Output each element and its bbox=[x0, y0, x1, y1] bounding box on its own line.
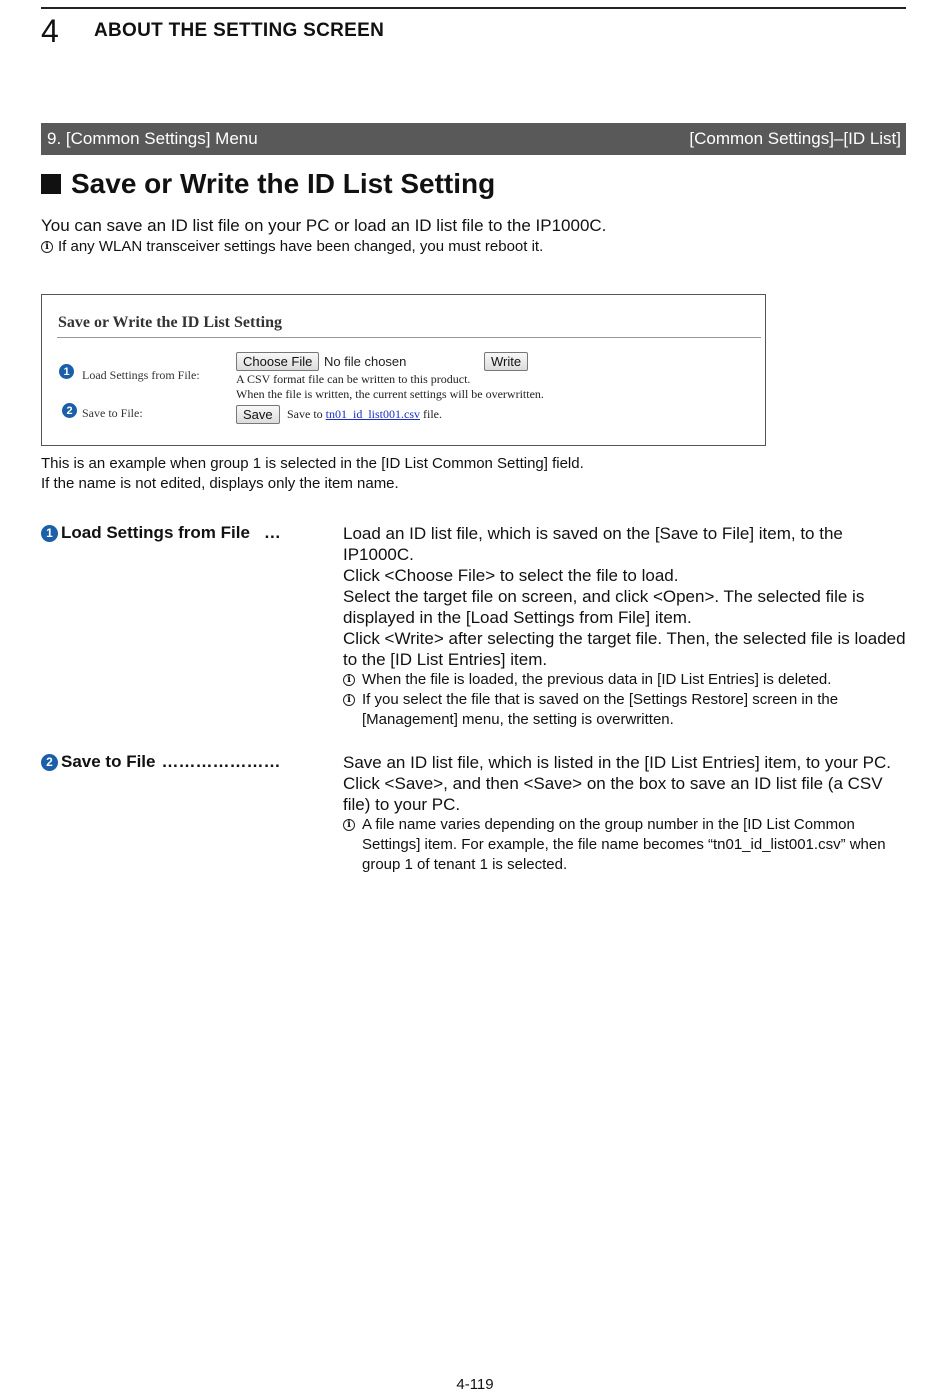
item-1-heading bbox=[41, 523, 281, 543]
caption bbox=[41, 454, 584, 494]
info-icon: i bbox=[343, 674, 355, 686]
item-2-leader: ………………… bbox=[161, 752, 281, 771]
section-title-text: Save or Write the ID List Setting bbox=[71, 168, 496, 199]
item-1-label: Load Settings from File bbox=[61, 523, 250, 542]
settings-screenshot bbox=[41, 294, 766, 446]
caption-line-1: This is an example when group 1 is selected in the [ID List Common Setting] field. bbox=[41, 455, 584, 472]
page-number: 4-119 bbox=[456, 1376, 494, 1393]
item-2-note bbox=[343, 815, 913, 875]
menu-bar-right: [Common Settings]–[ID List] bbox=[689, 129, 901, 148]
info-icon: i bbox=[343, 819, 355, 831]
item-1-leader: … bbox=[263, 523, 281, 542]
csv-note-2: When the file is written, the current settings will be overwritten. bbox=[236, 387, 544, 401]
screenshot-title: Save or Write the ID List Setting bbox=[58, 314, 282, 331]
save-filename-link[interactable]: tn01_id_list001.csv bbox=[325, 407, 421, 421]
item-1-paragraph: Click <Write> after selecting the target file. Then, the selected file is loaded to the [ID List Entries] item. bbox=[343, 629, 906, 669]
item-2-note-text: A file name varies depending on the group number in the [ID List Common Settings] item. For example, the file name becomes “tn01_id_list001.csv” when group 1 of tenant 1 is selected. bbox=[362, 816, 886, 873]
no-file-chosen-text: No file chosen bbox=[324, 354, 407, 369]
item-1-description bbox=[343, 523, 913, 730]
item-1-paragraph: Select the target file on screen, and click <Open>. The selected file is displayed in the [Load Settings from File] item. bbox=[343, 587, 865, 627]
item-1-paragraph: Click <Choose File> to select the file to load. bbox=[343, 566, 679, 585]
section-title bbox=[41, 168, 495, 200]
caption-line-2: If the name is not edited, displays only the item name. bbox=[41, 475, 399, 492]
callout-1-icon: 1 bbox=[59, 364, 74, 379]
load-settings-label: Load Settings from File: bbox=[82, 368, 200, 382]
item-1-note bbox=[343, 670, 913, 690]
choose-file-button[interactable]: Choose File bbox=[236, 352, 319, 371]
item-2-heading bbox=[41, 752, 280, 772]
menu-bar-left: 9. [Common Settings] Menu bbox=[47, 129, 258, 148]
intro-note-text: If any WLAN transceiver settings have been changed, you must reboot it. bbox=[58, 238, 544, 255]
item-2-paragraph: Click <Save>, and then <Save> on the box to save an ID list file (a CSV file) to your PC. bbox=[343, 774, 883, 814]
intro-text: You can save an ID list file on your PC or load an ID list file to the IP1000C. bbox=[41, 216, 607, 235]
write-button[interactable]: Write bbox=[484, 352, 528, 371]
save-to-prefix: Save to bbox=[287, 407, 323, 421]
item-1-note-text: When the file is loaded, the previous data in [ID List Entries] is deleted. bbox=[362, 671, 832, 688]
info-icon: i bbox=[41, 241, 53, 253]
chapter-title: ABOUT THE SETTING SCREEN bbox=[94, 20, 385, 41]
item-1-paragraph: Load an ID list file, which is saved on the [Save to File] item, to the IP1000C. bbox=[343, 524, 843, 564]
top-rule bbox=[41, 7, 906, 9]
callout-2-icon: 2 bbox=[62, 403, 77, 418]
intro-note bbox=[41, 238, 543, 255]
info-icon: i bbox=[343, 694, 355, 706]
screenshot-divider bbox=[57, 337, 761, 338]
chapter-number: 4 bbox=[41, 13, 59, 49]
save-to-file-label: Save to File: bbox=[82, 406, 143, 420]
item-1-note-text: If you select the file that is saved on the [Settings Restore] screen in the [Management] menu, the setting is overwritten. bbox=[362, 691, 839, 728]
item-2-description bbox=[343, 752, 913, 875]
save-button[interactable]: Save bbox=[236, 405, 280, 424]
save-to-suffix: file. bbox=[423, 407, 443, 421]
menu-bar bbox=[41, 123, 906, 155]
save-to-text bbox=[287, 407, 442, 422]
item-2-paragraph: Save an ID list file, which is listed in the [ID List Entries] item, to your PC. bbox=[343, 753, 891, 772]
item-2-number-icon: 2 bbox=[41, 754, 58, 771]
square-bullet-icon bbox=[41, 174, 61, 194]
item-2-label: Save to File bbox=[61, 752, 156, 771]
item-1-note bbox=[343, 690, 913, 730]
item-1-number-icon: 1 bbox=[41, 525, 58, 542]
csv-note-1: A CSV format file can be written to this product. bbox=[236, 372, 471, 386]
